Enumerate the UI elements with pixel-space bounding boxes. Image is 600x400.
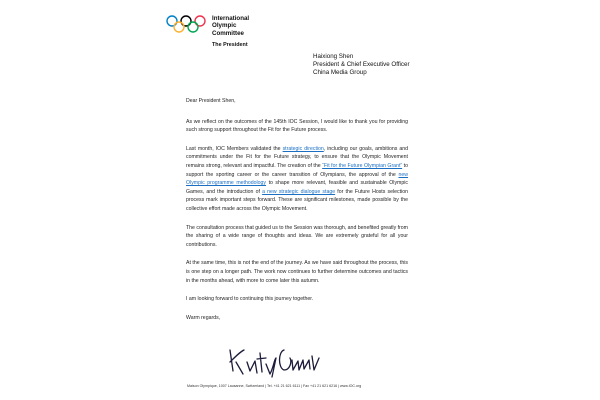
sender-role: The President xyxy=(212,42,248,49)
recipient-org: China Media Group xyxy=(313,68,367,76)
org-line-2: Olympic xyxy=(212,22,237,30)
recipient-block xyxy=(313,53,410,76)
paragraph-5: I am looking forward to continuing this journey together. xyxy=(186,296,314,303)
org-line-1: International xyxy=(212,15,250,22)
org-line-3: Committee xyxy=(212,29,244,37)
footer-address: Maison Olympique, 1007 Lausanne, Switzerland | Tel. +41 21 621 6111 | Fax +41 21 621 6216 | www.IOC.org xyxy=(187,384,362,388)
olympian-grant-link[interactable]: “Fit for the Future Olympian Grant” xyxy=(322,162,403,169)
paragraph-4: At the same time, this is not the end of the journey. As we have said throughout the process, this is one step on a longer path. The work now continues to further determine outcomes and tactics in the months ahead, with more to come later this autumn. xyxy=(186,260,408,284)
paragraph-1: As we reflect on the outcomes of the 145th IOC Session, I would like to thank you for providing such strong support throughout the Fit for the Future process. xyxy=(186,118,408,134)
greeting: Dear President Shen, xyxy=(186,98,236,104)
organization-name xyxy=(212,15,249,50)
paragraph-2-text-3: to support the sporting career or the career transition of Olympians, the approval of the xyxy=(186,162,408,178)
recipient-name: Haixiong Shen xyxy=(313,53,354,60)
programme-methodology-link[interactable]: new Olympic programme methodology xyxy=(186,171,408,187)
paragraph-2-text-5: for the Future Hosts selection process mark important steps forward. These are significant milestones, made possible by the collective effort made across the Olympic Movement. xyxy=(186,188,408,212)
strategic-dialogue-link[interactable]: a new strategic dialogue stage xyxy=(262,188,336,195)
strategic-direction-link[interactable]: strategic direction xyxy=(282,145,324,152)
paragraph-2-text-1: Last month, IOC Members validated the xyxy=(186,145,283,152)
paragraph-2-text-4: to shape more relevant, feasible and sustainable Olympic Games, and the introduction of xyxy=(186,180,408,195)
recipient-title: President & Chief Executive Officer xyxy=(313,60,410,68)
closing: Warm regards, xyxy=(186,314,221,321)
paragraph-3: The consultation process that guided us to the Session was thorough, and benefited greatly from the sharing of a wide range of thoughts and ideas. We are extremely grateful for all your contributions. xyxy=(186,224,408,248)
olympic-rings-logo xyxy=(166,14,206,36)
paragraph-2-text-2: , including our goals, ambitions and commitments under the Fit for the Future strategy, to ensure that the Olympic Movement remains strong, relevant and impactful. The creation of the xyxy=(186,145,408,169)
paragraph-2 xyxy=(186,145,408,214)
letter-body xyxy=(186,97,408,332)
handwritten-signature xyxy=(226,344,322,378)
